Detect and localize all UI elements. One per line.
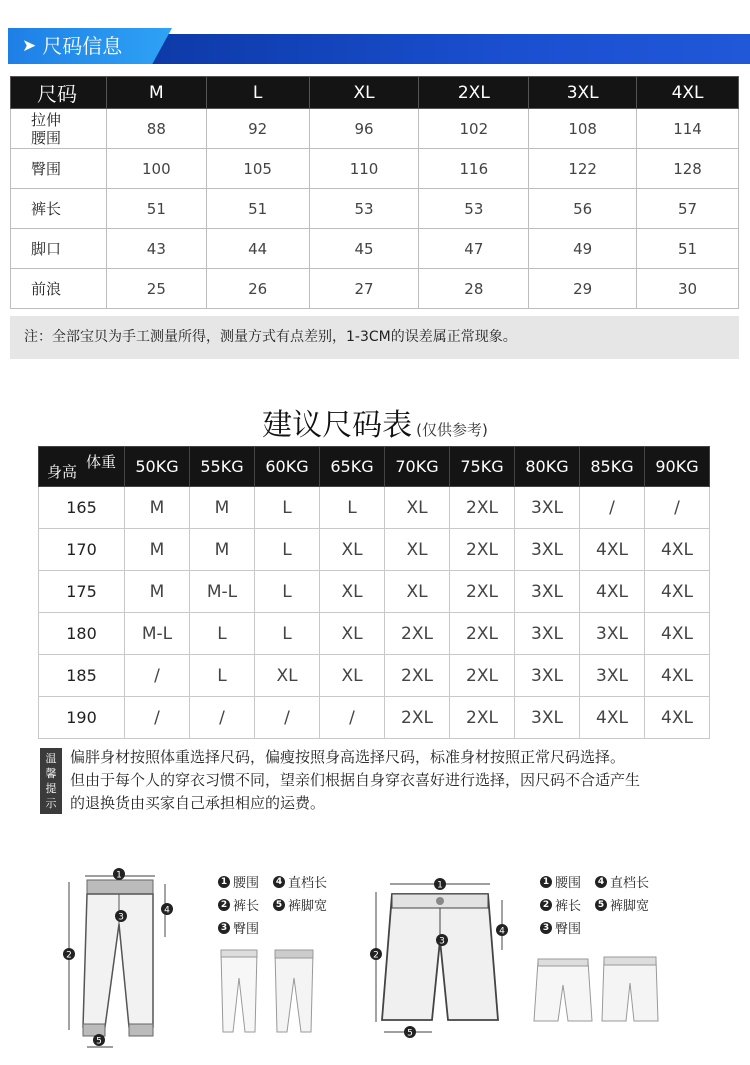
recommend-size-cell: M (125, 571, 190, 613)
size-row-label: 臀围 (11, 149, 107, 189)
header-title (22, 31, 122, 61)
weight-col-header: 55KG (190, 447, 255, 487)
size-value-cell: 57 (637, 189, 739, 229)
recommend-size-cell: L (255, 613, 320, 655)
recommend-size-cell: 2XL (385, 697, 450, 739)
legend-label: 腰围 (555, 876, 582, 891)
legend-label: 臀围 (555, 922, 582, 937)
recommend-size-cell: L (190, 613, 255, 655)
size-value-cell: 105 (206, 149, 309, 189)
legend-label: 臀围 (233, 922, 260, 937)
weight-col-header: 50KG (125, 447, 190, 487)
size-value-cell: 53 (309, 189, 419, 229)
tips-badge-char: 馨 (45, 767, 57, 780)
tips-line: 但由于每个人的穿衣习惯不同，望亲们根据自身穿衣喜好进行选择，因尺码不合适产生 (70, 771, 641, 789)
tips-badge-char: 示 (45, 797, 57, 810)
recommend-size-cell: 3XL (515, 571, 580, 613)
height-cell: 185 (39, 655, 125, 697)
size-value-cell: 122 (529, 149, 637, 189)
recommend-size-cell: 3XL (515, 613, 580, 655)
legend-label: 直档长 (610, 876, 650, 891)
recommend-table (38, 446, 710, 739)
recommend-size-cell: 3XL (515, 529, 580, 571)
size-value-cell: 29 (529, 269, 637, 309)
size-row-label: 裤长 (11, 189, 107, 229)
height-cell: 170 (39, 529, 125, 571)
recommend-size-cell: XL (385, 571, 450, 613)
recommend-size-cell: 4XL (645, 655, 710, 697)
measurement-note: 注：全部宝贝为手工测量所得，测量方式有点差别，1-3CM的误差属正常现象。 (10, 316, 739, 359)
recommend-size-cell: M (190, 529, 255, 571)
recommend-size-cell: 2XL (450, 697, 515, 739)
size-table (10, 76, 739, 309)
recommend-size-cell: M (125, 487, 190, 529)
recommend-size-cell: M (190, 487, 255, 529)
size-value-cell: 102 (419, 109, 529, 149)
size-row-label: 脚口 (11, 229, 107, 269)
shorts-diagram (362, 870, 512, 1040)
recommend-size-cell: 2XL (385, 655, 450, 697)
size-value-cell: 114 (637, 109, 739, 149)
header-blue-bar (150, 34, 750, 64)
recommend-size-cell: L (255, 529, 320, 571)
legend-num: 3 (218, 922, 230, 934)
recommend-row (39, 655, 710, 697)
recommend-row (39, 529, 710, 571)
recommend-size-cell: 4XL (580, 571, 645, 613)
recommend-row (39, 613, 710, 655)
shorts-thumbnails (532, 955, 662, 1030)
recommend-size-cell: XL (320, 613, 385, 655)
recommend-size-cell: 2XL (450, 529, 515, 571)
size-value-cell: 128 (637, 149, 739, 189)
legend-num: 5 (595, 899, 607, 911)
size-table-row (11, 269, 739, 309)
size-corner-label: 尺码 (11, 77, 107, 109)
size-value-cell: 56 (529, 189, 637, 229)
legend-num: 2 (540, 899, 552, 911)
recommend-table-header (39, 447, 710, 487)
legend-label: 裤长 (233, 899, 260, 914)
recommend-title-sub: (仅供参考) (416, 421, 488, 439)
recommend-size-cell: 2XL (450, 571, 515, 613)
legend-label: 裤脚宽 (288, 899, 328, 914)
tips-line: 偏胖身材按照体重选择尺码，偏瘦按照身高选择尺码，标准身材按照正常尺码选择。 (70, 748, 626, 766)
legend-left (218, 870, 327, 939)
recommend-size-cell: 3XL (515, 697, 580, 739)
weight-col-header: 85KG (580, 447, 645, 487)
recommend-size-cell: / (125, 697, 190, 739)
size-col-header: XL (309, 77, 419, 109)
marker-3: 3 (118, 912, 124, 923)
legend-num: 1 (218, 876, 230, 888)
size-value-cell: 92 (206, 109, 309, 149)
marker-2: 2 (66, 950, 72, 961)
recommend-size-cell: XL (385, 487, 450, 529)
recommend-size-cell: 2XL (450, 613, 515, 655)
recommend-size-cell: 4XL (645, 571, 710, 613)
legend-label: 直档长 (288, 876, 328, 891)
tips-badge (40, 748, 62, 814)
tips-line: 的退换货由买家自己承担相应的运费。 (70, 794, 326, 812)
size-value-cell: 30 (637, 269, 739, 309)
recommend-title (0, 400, 750, 444)
legend-right (540, 870, 649, 939)
corner-weight-label: 体重 (85, 453, 116, 471)
size-table-row (11, 189, 739, 229)
marker-2: 2 (373, 950, 379, 961)
size-value-cell: 45 (309, 229, 419, 269)
recommend-size-cell: 4XL (580, 697, 645, 739)
recommend-size-cell: XL (385, 529, 450, 571)
recommend-size-cell: L (255, 571, 320, 613)
recommend-title-main: 建议尺码表 (262, 408, 413, 443)
corner-height-label: 身高 (47, 463, 78, 481)
weight-col-header: 90KG (645, 447, 710, 487)
recommend-size-cell: L (190, 655, 255, 697)
size-value-cell: 51 (637, 229, 739, 269)
height-cell: 180 (39, 613, 125, 655)
size-value-cell: 25 (106, 269, 206, 309)
recommend-size-cell: 4XL (645, 613, 710, 655)
size-value-cell: 51 (206, 189, 309, 229)
recommend-size-cell: XL (320, 571, 385, 613)
size-value-cell: 110 (309, 149, 419, 189)
recommend-size-cell: XL (320, 655, 385, 697)
section-header-banner (0, 28, 750, 64)
height-cell: 175 (39, 571, 125, 613)
legend-num: 2 (218, 899, 230, 911)
recommend-size-cell: L (320, 487, 385, 529)
tips-badge-char: 提 (45, 782, 57, 795)
recommend-size-cell: 2XL (450, 487, 515, 529)
size-table-row (11, 229, 739, 269)
size-value-cell: 28 (419, 269, 529, 309)
recommend-size-cell: 3XL (580, 613, 645, 655)
legend-num: 4 (595, 876, 607, 888)
tips-badge-char: 温 (45, 752, 57, 765)
recommend-size-cell: 3XL (515, 487, 580, 529)
legend-label: 裤长 (555, 899, 582, 914)
marker-3: 3 (439, 936, 445, 947)
size-table-header (11, 77, 739, 109)
size-value-cell: 27 (309, 269, 419, 309)
size-value-cell: 53 (419, 189, 529, 229)
weight-col-header: 70KG (385, 447, 450, 487)
size-value-cell: 43 (106, 229, 206, 269)
recommend-size-cell: / (190, 697, 255, 739)
recommend-row (39, 697, 710, 739)
weight-col-header: 65KG (320, 447, 385, 487)
size-value-cell: 108 (529, 109, 637, 149)
marker-4: 4 (499, 926, 505, 937)
recommend-size-cell: M-L (190, 571, 255, 613)
marker-5: 5 (96, 1036, 102, 1047)
recommend-size-cell: 4XL (645, 697, 710, 739)
size-col-header: 4XL (637, 77, 739, 109)
size-row-label: 前浪 (11, 269, 107, 309)
recommend-size-cell: / (320, 697, 385, 739)
tips-text (70, 746, 740, 815)
size-col-header: 3XL (529, 77, 637, 109)
arrow-icon: ➤ (22, 36, 37, 56)
recommend-size-cell: / (125, 655, 190, 697)
legend-num: 5 (273, 899, 285, 911)
marker-4: 4 (164, 905, 170, 916)
size-value-cell: 116 (419, 149, 529, 189)
legend-num: 4 (273, 876, 285, 888)
recommend-size-cell: 4XL (580, 529, 645, 571)
size-col-header: M (106, 77, 206, 109)
size-table-row (11, 149, 739, 189)
legend-num: 1 (540, 876, 552, 888)
size-value-cell: 100 (106, 149, 206, 189)
size-row-label: 拉伸 腰围 (11, 109, 107, 149)
recommend-size-cell: 2XL (385, 613, 450, 655)
recommend-size-cell: XL (255, 655, 320, 697)
size-table-row (11, 109, 739, 149)
weight-col-header: 80KG (515, 447, 580, 487)
recommend-row (39, 487, 710, 529)
header-title-text: 尺码信息 (42, 34, 123, 58)
recommend-size-cell: 3XL (580, 655, 645, 697)
recommend-size-cell: / (580, 487, 645, 529)
marker-1: 1 (116, 870, 122, 881)
recommend-corner (39, 447, 125, 487)
recommend-size-cell: 3XL (515, 655, 580, 697)
legend-num: 3 (540, 922, 552, 934)
size-value-cell: 88 (106, 109, 206, 149)
recommend-size-cell: 2XL (450, 655, 515, 697)
size-value-cell: 26 (206, 269, 309, 309)
recommend-size-cell: 4XL (645, 529, 710, 571)
size-col-header: L (206, 77, 309, 109)
legend-label: 腰围 (233, 876, 260, 891)
legend-label: 裤脚宽 (610, 899, 650, 914)
weight-col-header: 75KG (450, 447, 515, 487)
weight-col-header: 60KG (255, 447, 320, 487)
size-col-header: 2XL (419, 77, 529, 109)
recommend-size-cell: / (645, 487, 710, 529)
recommend-size-cell: / (255, 697, 320, 739)
recommend-size-cell: L (255, 487, 320, 529)
recommend-size-cell: M (125, 529, 190, 571)
recommend-size-cell: M-L (125, 613, 190, 655)
recommend-size-cell: XL (320, 529, 385, 571)
size-value-cell: 44 (206, 229, 309, 269)
long-pants-thumbnails (215, 948, 325, 1038)
recommend-row (39, 571, 710, 613)
size-value-cell: 47 (419, 229, 529, 269)
marker-1: 1 (437, 880, 443, 891)
height-cell: 165 (39, 487, 125, 529)
marker-5: 5 (407, 1028, 413, 1039)
size-value-cell: 51 (106, 189, 206, 229)
size-value-cell: 96 (309, 109, 419, 149)
size-value-cell: 49 (529, 229, 637, 269)
height-cell: 190 (39, 697, 125, 739)
long-pants-diagram (55, 862, 185, 1052)
